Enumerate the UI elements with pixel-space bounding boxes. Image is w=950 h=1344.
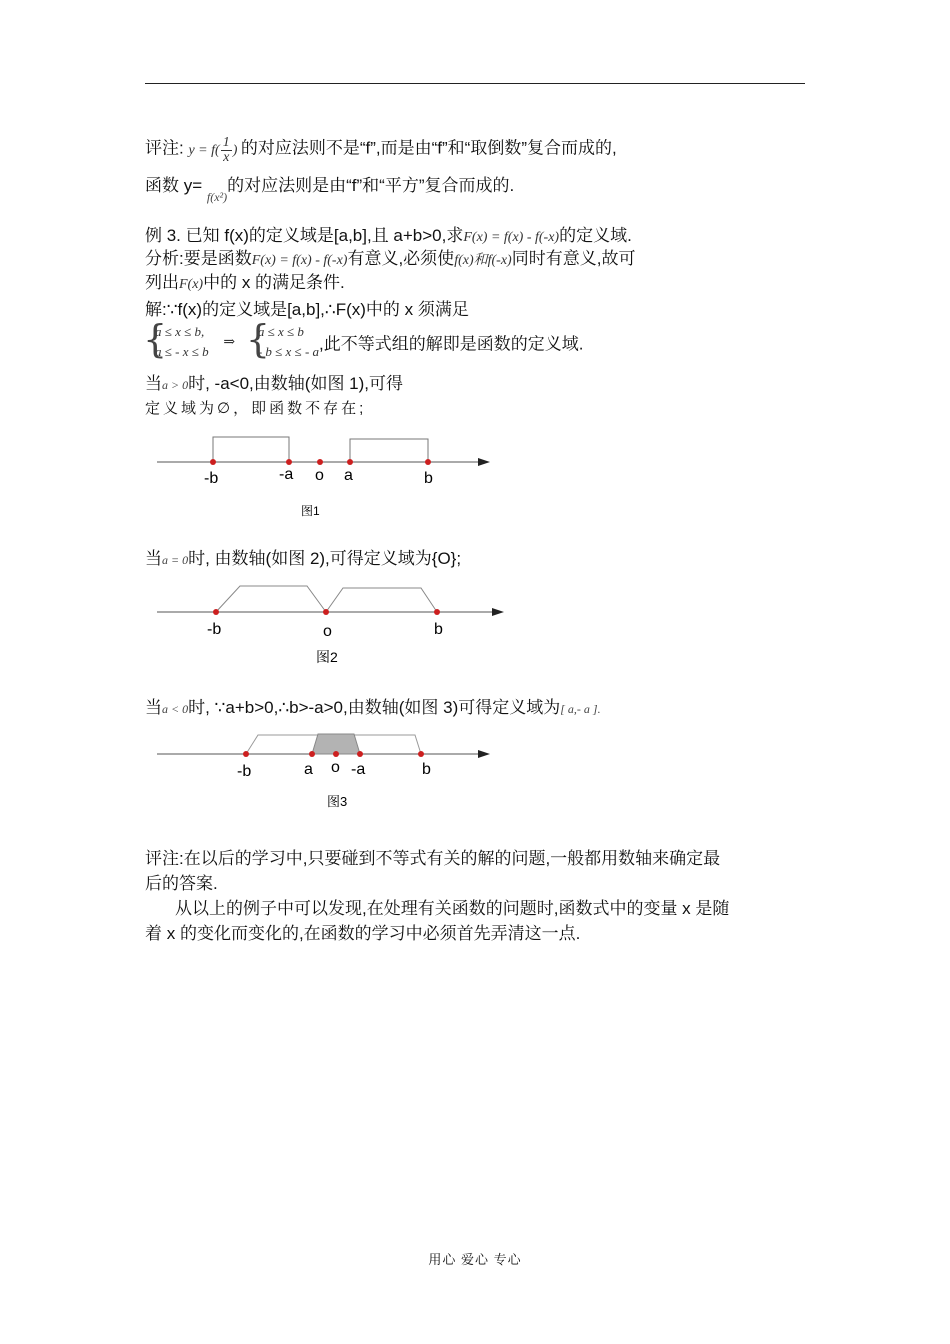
axis-label: -b — [207, 621, 222, 638]
point-marker — [418, 751, 424, 757]
remark-line-1: 评注:在以后的学习中,只要碰到不等式有关的解的问题,一般都用数轴来确定最 — [145, 849, 721, 868]
case2-line: 当a = 0时, 由数轴(如图 2),可得定义域为{O}; — [145, 549, 462, 568]
point-marker — [347, 459, 353, 465]
formula-F-analysis: F(x) = f(x) - f(-x) — [251, 253, 348, 268]
axis-label: b — [424, 470, 433, 487]
axis-arrow-icon — [492, 608, 504, 616]
point-marker — [286, 459, 292, 465]
axis-label: b — [422, 761, 431, 778]
axis-label: o — [315, 467, 324, 484]
page-footer: 用心 爱心 专心 — [428, 1252, 522, 1267]
point-marker — [425, 459, 431, 465]
axis-label: a — [304, 761, 313, 778]
inequality-system: { a ≤ x ≤ b, a ≤ - x ≤ b ⇒ { a ≤ x ≤ b - b ≤ x ≤ - a ,此不等式组的解即是函数的定义域. — [143, 317, 584, 361]
formula-F: F(x) = f(x) - f(-x) — [463, 230, 560, 245]
point-marker — [210, 459, 216, 465]
axis-label: -a — [279, 466, 294, 483]
remark-line-3: 从以上的例子中可以发现,在处理有关函数的问题时,函数式中的变量 x 是随 — [175, 899, 730, 918]
axis-arrow-icon — [478, 458, 490, 466]
remark-line-2: 后的答案. — [145, 874, 218, 893]
axis-label: b — [434, 621, 443, 638]
formula-y-f-inverse: y = f( $\frac{1}{x}$ ) — [188, 135, 238, 165]
axis-label: o — [331, 759, 340, 776]
point-marker — [333, 751, 339, 757]
analysis-line-2: 列出F(x)中的 x 的满足条件. — [145, 273, 345, 292]
case1-line-1: 当a > 0时, -a<0,由数轴(如图 1),可得 — [145, 374, 403, 393]
point-marker — [213, 609, 219, 615]
note-text: 的对应法则不是“f”,而是由“f”和“取倒数”复合而成的, — [240, 138, 617, 158]
case1-line-2: 定义域为∅，即函数不存在; — [145, 400, 367, 417]
analysis-line-1: 分析:要是函数F(x) = f(x) - f(-x)有意义,必须使f(x)和f(-x)同时有意义,故可 — [145, 249, 636, 268]
axis-label: -b — [204, 470, 219, 487]
system-left: { a ≤ x ≤ b, a ≤ - x ≤ b — [143, 317, 209, 361]
figure-caption: 图2 — [316, 649, 338, 665]
example-line: 例 3. 已知 f(x)的定义域是[a,b],且 a+b>0,求F(x) = f(x) - f(-x)的定义域. — [145, 226, 632, 245]
figure-caption: 图1 — [301, 504, 320, 518]
interval-bracket — [350, 439, 428, 462]
axis-label: -b — [237, 763, 252, 780]
figure-1 — [157, 437, 490, 518]
axis-arrow-icon — [478, 750, 490, 758]
case3-line: 当a < 0时, ∵a+b>0,∴b>-a>0,由数轴(如图 3)可得定义域为[ a,- a ]. — [145, 698, 601, 717]
point-marker — [243, 751, 249, 757]
note-line-2: 函数 y= $_{f(x^2)}$的对应法则是由“f”和“平方”复合而成的. — [145, 176, 515, 204]
system-right: { a ≤ x ≤ b - b ≤ x ≤ - a — [245, 317, 320, 361]
axis-label: o — [323, 623, 332, 640]
note-label: 评注: — [145, 138, 184, 158]
figure-3 — [157, 734, 490, 809]
figure-caption: 图3 — [327, 794, 348, 809]
axis-label: -a — [351, 761, 366, 778]
axis-label: a — [344, 467, 353, 484]
point-marker — [309, 751, 315, 757]
implies-arrow: ⇒ — [223, 335, 236, 351]
interval-bracket — [213, 437, 289, 462]
point-marker — [434, 609, 440, 615]
interval-trapezoid — [216, 586, 326, 612]
remark-line-4: 着 x 的变化而变化的,在函数的学习中必须首先弄清这一点. — [145, 924, 581, 943]
interval-trapezoid — [326, 588, 437, 612]
solution-line: 解:∵f(x)的定义域是[a,b],∴F(x)中的 x 须满足 — [145, 300, 469, 319]
formula-f-x-squared: f(x²) — [206, 190, 228, 204]
point-marker — [357, 751, 363, 757]
formula-fx-f-minus-x: f(x)和f(-x) — [454, 253, 512, 268]
figure-2 — [157, 586, 504, 665]
point-marker — [317, 459, 323, 465]
point-marker — [323, 609, 329, 615]
